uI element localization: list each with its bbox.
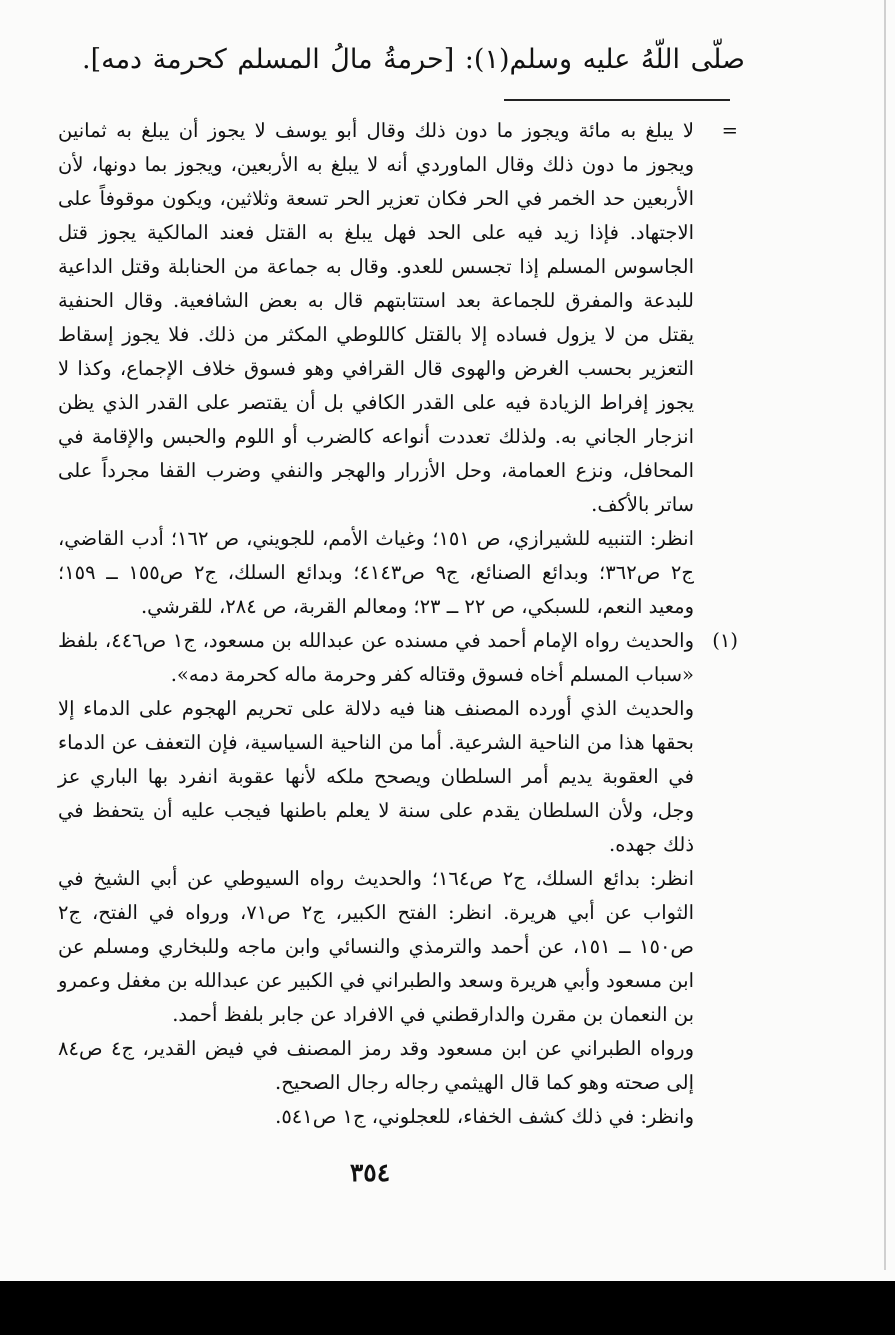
footnote-body: [58, 114, 694, 624]
margin-speck: [884, 0, 886, 1270]
footnote-paragraph: ورواه الطبراني عن ابن مسعود وقد رمز المصنف في فيض القدير، ج٤ ص٨٤ إلى صحته وهو كما قال الهيثمي رجاله رجال الصحيح.: [58, 1037, 694, 1094]
footnote-marker: =: [721, 119, 738, 142]
footnote-rule: [504, 99, 730, 101]
footnote-paragraph: لا يبلغ به مائة ويجوز ما دون ذلك وقال أبو يوسف لا يجوز أن يبلغ به ثمانين ويجوز ما دون ذلك وقال الماوردي أنه لا يبلغ به الأربعين، ويجوز بما دونها، لأن الأربعين حد الخمر في الحر فكان تعزير الحر تسعة وثلاثين، ويكون موقوفاً على الاجتهاد. فإذا زيد فيه على الحد فهل يبلغ به القتل فعند المالكية يجوز قتل الجاسوس المسلم إذا تجسس للعدو. وقال به جماعة من الحنابلة وقتل الداعية للبدعة والمفرق للجماعة بعد استتابتهم قال به بعض الشافعية. وقال الحنفية يقتل من لا يزول فساده إلا بالقتل كاللوطي المكثر من ذلك. فلا يجوز إسقاط التعزير بحسب الغرض والهوى قال القرافي وهو فسوق خلاف الإجماع، وكذا لا يجوز إفراط الزيادة فيه على القدر الكافي بل أن يقتصر على القدر الذي يظن انزجار الجاني به. ولذلك تعددت أنواعه كالضرب أو اللوم والحبس والإقامة في المحافل، ونزع العمامة، وحل الأزرار والهجر والنفي وضرب القفا مجرداً على ساتر بالأكف.: [58, 119, 694, 516]
footnote-references: انظر: بدائع السلك، ج٢ ص١٦٤؛ والحديث رواه السيوطي عن أبي الشيخ في الثواب عن أبي هريرة. انظر: الفتح الكبير، ج٢ ص٧١، ورواه في الفتح، ج٢ ص١٥٠ ــ ١٥١، عن أحمد والترمذي والنسائي وابن ماجه وللبخاري ومسلم عن ابن مسعود وأبي هريرة وسعد والطبراني في الكبير عن عبدالله بن مغفل وعمرو بن النعمان بن مقرن والدارقطني في الافراد عن جابر بلفظ أحمد.: [58, 867, 694, 1026]
footnote-body: [58, 624, 694, 1134]
header-text: صلّى اللّهُ عليه وسلم(١): [حرمةُ مالُ المسلم كحرمة دمه].: [82, 44, 745, 75]
footnote-marker: (١): [712, 629, 738, 652]
footnote-paragraph: والحديث الذي أورده المصنف هنا فيه دلالة على تحريم الهجوم على الدماء إلا بحقها هذا من الناحية الشرعية. أما من الناحية السياسية، فإن التعفف عن الدماء في العقوبة يديم أمر السلطان ويصحح ملكه لأنها عقوبة انفرد بها الباري عز وجل، ولأن السلطان يقدم على سنة لا يعلم باطنها فيجب عليه أن يتحفظ في ذلك جهده.: [58, 697, 694, 856]
footnote-1: [58, 624, 738, 1134]
footnote-paragraph: والحديث رواه الإمام أحمد في مسنده عن عبدالله بن مسعود، ج١ ص٤٤٦، بلفظ «سباب المسلم أخاه فسوق وقتاله كفر وحرمة ماله كحرمة دمه».: [58, 629, 695, 686]
page-number: ٣٥٤: [349, 1158, 391, 1187]
footnote-continued: [58, 114, 738, 624]
footnote-references: انظر: التنبيه للشيرازي، ص ١٥١؛ وغياث الأمم، للجويني، ص ١٦٢؛ أدب القاضي، ج٢ ص٣٦٢؛ وبدائع الصنائع، ج٩ ص٤١٤٣؛ وبدائع السلك، ج٢ ص١٥٥ ــ ١٥٩؛ ومعيد النعم، للسبكي، ص ٢٢ ــ ٢٣؛ ومعالم القربة، ص ٢٨٤، للقرشي.: [58, 527, 694, 618]
footnote-references: وانظر: في ذلك كشف الخفاء، للعجلوني، ج١ ص٥٤١.: [275, 1105, 694, 1128]
footnotes: [58, 114, 738, 1134]
scan-border: [0, 1281, 895, 1335]
